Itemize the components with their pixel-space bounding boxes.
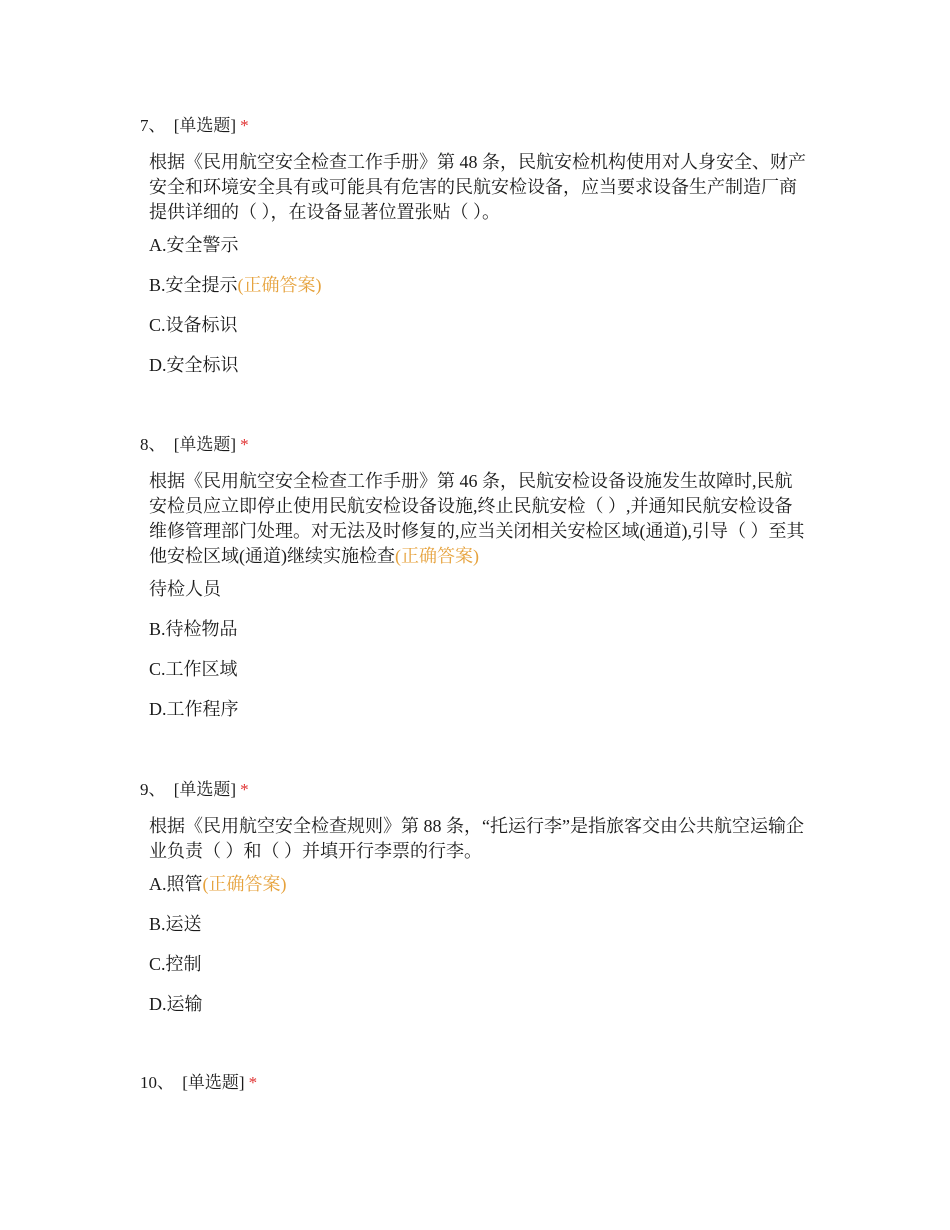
option-label: D.安全标识: [149, 355, 239, 375]
option-c[interactable]: [149, 657, 820, 681]
option-label: D.工作程序: [149, 699, 239, 719]
option-c[interactable]: [149, 313, 820, 337]
question-8: [140, 434, 820, 721]
correct-answer-tag: (正确答案): [202, 874, 287, 894]
option-label: B.运送: [149, 914, 202, 934]
option-label: B.待检物品: [149, 619, 238, 639]
option-d[interactable]: [149, 992, 820, 1016]
option-a[interactable]: [149, 577, 820, 601]
question-body: 根据《民用航空安全检查工作手册》第 46 条，民航安检设备设施发生故障时,民航安检员应立即停止使用民航安检设备设施,终止民航安检（ ）,并通知民航安检设备维修管理部门处理。对无法及时修复的,应当关闭相关安检区域(通道),引导（ ）至其他安检区域(通道)继续实施检查: [149, 471, 805, 566]
question-type: [单选题]: [173, 780, 237, 799]
question-text: [149, 469, 809, 569]
correct-answer-tag: (正确答案): [237, 275, 322, 295]
question-number: 7: [140, 116, 149, 135]
option-label: D.运输: [149, 994, 203, 1014]
option-label: C.控制: [149, 954, 202, 974]
question-7: [140, 115, 820, 377]
question-9: [140, 779, 820, 1016]
option-d[interactable]: [149, 697, 820, 721]
question-text: [149, 814, 809, 864]
question-number: 8: [140, 435, 149, 454]
option-a[interactable]: [149, 872, 820, 896]
required-mark: *: [240, 435, 249, 454]
question-number: 10: [140, 1073, 157, 1092]
correct-answer-tag: (正确答案): [395, 546, 479, 566]
option-a[interactable]: [149, 233, 820, 257]
question-type: [单选题]: [173, 435, 237, 454]
question-text: [149, 150, 809, 225]
required-mark: *: [240, 116, 249, 135]
option-label: C.工作区域: [149, 659, 238, 679]
option-label: B.安全提示: [149, 275, 238, 295]
question-number: 9: [140, 780, 149, 799]
option-label: A.安全警示: [149, 235, 239, 255]
question-body: 根据《民用航空安全检查规则》第 88 条，“托运行李”是指旅客交由公共航空运输企业负责（ ）和（ ）并填开行李票的行李。: [149, 816, 804, 861]
question-separator: 、: [148, 780, 166, 799]
required-mark: *: [248, 1073, 258, 1092]
question-separator: 、: [148, 116, 166, 135]
option-c[interactable]: [149, 952, 820, 976]
question-header: [140, 1072, 820, 1094]
question-body: 根据《民用航空安全检查工作手册》第 48 条，民航安检机构使用对人身安全、财产安全和环境安全具有或可能具有危害的民航安检设备，应当要求设备生产制造厂商提供详细的（ ），在设备显著位置张贴（ ）。: [149, 152, 806, 222]
question-10: [140, 1072, 820, 1094]
question-header: [140, 434, 820, 456]
option-b[interactable]: [149, 617, 820, 641]
required-mark: *: [240, 780, 249, 799]
option-label: C.设备标识: [149, 315, 238, 335]
option-b[interactable]: [149, 912, 820, 936]
question-separator: 、: [157, 1073, 174, 1092]
question-type: [单选题]: [173, 116, 237, 135]
option-d[interactable]: [149, 353, 820, 377]
question-separator: 、: [148, 435, 166, 454]
option-label: A.照管: [149, 874, 203, 894]
question-header: [140, 115, 820, 137]
option-label: 待检人员: [149, 579, 221, 599]
question-type: [单选题]: [182, 1073, 245, 1092]
question-header: [140, 779, 820, 801]
option-b[interactable]: [149, 273, 820, 297]
